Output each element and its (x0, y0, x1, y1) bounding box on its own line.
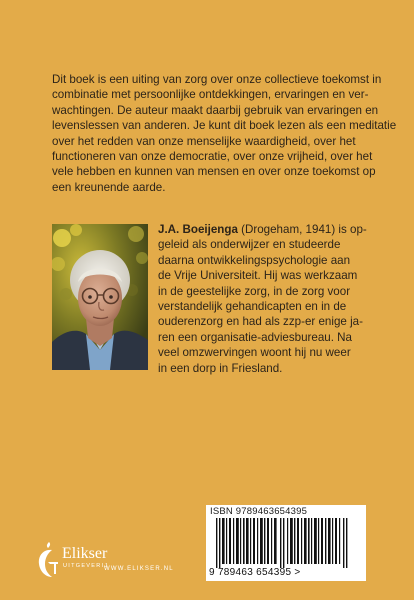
isbn-barcode (206, 505, 366, 581)
bio-line: in een dorp in Friesland. (158, 361, 283, 375)
author-bio (158, 222, 368, 376)
publisher-subtitle: UITGEVERIJ (63, 563, 109, 569)
bio-line: ren een organisatie-adviesbureau. Na (158, 330, 352, 344)
bio-line: de Vrije Universiteit. Hij was werkzaam (158, 269, 358, 283)
bio-line: veel omzwervingen woont hij nu weer (158, 346, 351, 360)
blurb-line: over het redden van onze menselijke waardigheid, over het (52, 134, 356, 148)
blurb-line: Dit boek is een uiting van zorg over onze collectieve toekomst in (52, 73, 382, 86)
blurb-line: een kreunende aarde. (52, 180, 166, 194)
publisher-name: Elikser (62, 545, 108, 562)
blurb-text (52, 72, 397, 195)
bio-line: verstandelijk gehandicapten en in de (158, 300, 347, 314)
barcode-digits: 9 789463 654395 > (209, 567, 301, 578)
author-photo (52, 224, 148, 370)
blurb-line: wachtingen. De auteur maakt daarbij gebruik van ervaringen en (52, 103, 379, 117)
barcode-icon (214, 518, 359, 568)
bio-line: ouderenzorg en had als zzp-er enige ja- (158, 315, 363, 329)
bio-line: in de geestelijke zorg, in de zorg voor (158, 284, 351, 298)
bio-line (158, 222, 368, 237)
bio-line: daarna ontwikkelingspsychologie aan (158, 253, 351, 267)
elikser-logo-mark-icon (36, 540, 60, 580)
author-name: J.A. Boeijenga (158, 223, 238, 236)
bio-line-rest: (Drogeham, 1941) is op- (237, 223, 367, 236)
isbn-label: ISBN 9789463654395 (210, 506, 308, 517)
publisher-logo (36, 540, 176, 580)
blurb-line: vele hebben en kunnen van mensen en over onze toekomst op (52, 165, 376, 179)
bio-line: geleid als onderwijzer en studeerde (158, 238, 341, 252)
blurb-line: functioneren van onze democratie, over onze vrijheid, over het (52, 150, 373, 164)
blurb-line: combinatie met persoonlijke ontdekkingen, ervaringen en ver- (52, 88, 369, 102)
publisher-website: WWW.ELIKSER.NL (104, 566, 174, 572)
blurb-line: levenslessen van anderen. Je kunt dit boek lezen als een meditatie (52, 119, 397, 133)
